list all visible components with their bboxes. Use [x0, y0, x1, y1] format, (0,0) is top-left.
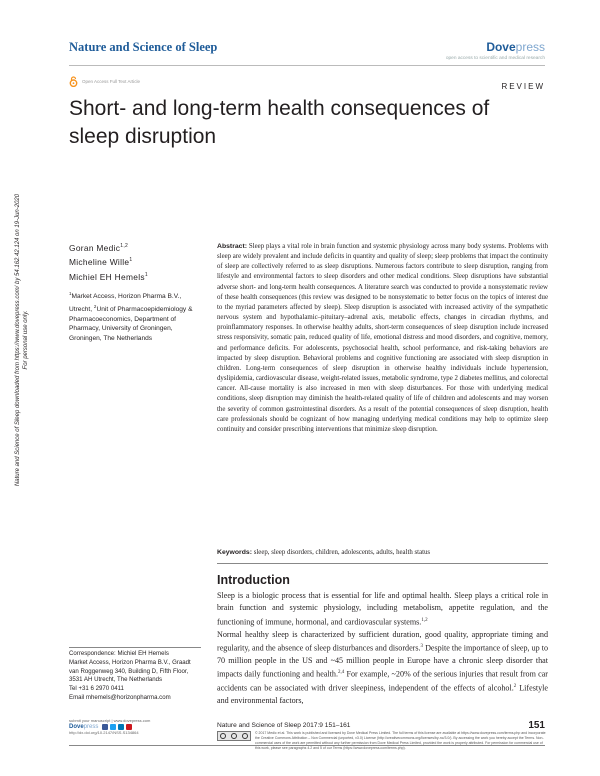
publisher-tagline: open access to scientific and medical research — [445, 56, 545, 61]
abstract-label: Abstract: — [217, 243, 248, 250]
author-3: Michiel EH Hemels$^1$ — [69, 271, 148, 282]
dovepress-logo-main: Dove — [486, 40, 516, 54]
keywords-text: sleep, sleep disorders, children, adolescents, adults, health status — [253, 549, 431, 556]
introduction-heading: Introduction — [217, 573, 290, 587]
introduction-body: Sleep is a biologic process that is essential for life and optimal health. Sleep plays a critical role in brain function and systemic physiology, including metabolism, appetite regulation, and the functioning of immune, hormonal, and cardiovascular systems.$^{1,2}$ Normal healthy sleep is characterized by sufficient duration, good quality, appropriate timing and regularity, and the absence of sleep disturbances and disorders.$^3$ Despite the importance of sleep, up to 70 million people in the US and ~45 million people in Europe have a chronic sleep disorder that impacts daily functioning and health.$^{2,4}$ For example, ~20% of the serious injuries that result from car accidents can be associated with driver sleepiness, independent of the effects of alcohol.$^2$ Lifestyle and environmental factors, — [217, 591, 549, 706]
author-list — [69, 240, 148, 283]
correspondence — [69, 650, 201, 703]
article-title: Short- and long-term health consequences of sleep disruption — [69, 97, 490, 148]
page-number: 151 — [528, 720, 545, 731]
abstract-divider — [217, 563, 548, 564]
dovepress-logo-suffix: press — [515, 40, 545, 54]
open-access-label: Open Access Full Text Article — [82, 79, 140, 84]
author-1: Goran Medic$^{1,2}$ — [69, 242, 129, 253]
article-type: REVIEW — [501, 82, 545, 91]
footer-dovepress-logo[interactable]: Dovepress — [69, 724, 179, 730]
license-row — [217, 731, 548, 751]
dovepress-logo[interactable] — [486, 40, 545, 54]
open-access-lock-icon — [69, 76, 78, 87]
keywords — [217, 548, 548, 558]
creative-commons-icon[interactable] — [217, 731, 251, 741]
correspondence-address: Market Access, Horizon Pharma B.V., Graadt van Roggenweg 340, Building D, Fifth Floor, 3531 AH Utrecht, The Netherlands — [69, 658, 191, 684]
author-2: Micheline Wille$^1$ — [69, 257, 133, 268]
submit-manuscript-link[interactable]: submit your manuscript | www.dovepress.com — [69, 718, 151, 723]
correspondence-email[interactable]: Email mhemels@horizonpharma.com — [69, 693, 171, 701]
download-notice-line1: Nature and Science of Sleep downloaded from https://www.dovepress.com/ by 54.162.42.124 on 19-Jun-2020 — [15, 193, 21, 487]
correspondence-divider — [69, 647, 201, 648]
doi-link[interactable]: http://dx.doi.org/10.2147/NSS.S134864 — [69, 730, 139, 736]
keywords-label: Keywords: — [217, 549, 252, 556]
journal-name[interactable]: Nature and Science of Sleep — [69, 40, 218, 54]
download-notice — [14, 150, 44, 530]
license-text: © 2017 Medic et al. This work is published and licensed by Dove Medical Press Limited. The full terms of this license are available at https://www.dovepress.com/terms.php and incorporate the Creative Commons Attribution – Non Commercial (unported, v3.0) License (http://creativecommons.org/licenses/by-nc/3.0/). By accessing the work you hereby accept the Terms. Non-commercial uses of the work are permitted without any further permission from Dove Medical Press Limited, provided the work is properly attributed. For permission for commercial use of this work, please see paragraphs 4.2 and 5 of our Terms (https://www.dovepress.com/terms.php). — [255, 731, 546, 750]
submit-block — [69, 718, 179, 736]
journal-citation: Nature and Science of Sleep 2017:9 151–161 — [217, 722, 351, 729]
abstract — [217, 242, 548, 435]
correspondence-label: Correspondence: Michiel EH Hemels — [69, 650, 169, 657]
download-notice-line2: For personal use only. — [23, 310, 29, 370]
open-access-row — [69, 76, 140, 87]
header-divider — [69, 65, 545, 66]
abstract-text: Sleep plays a vital role in brain function and systemic physiology across many body systems. Problems with sleep are widely prevalent and include deficits in quantity and quality of sleep; sleep problems that impact the continuity of sleep are collectively referred to as sleep disruptions. Numerous factors contribute to sleep disruption, ranging from lifestyle and environmental factors to sleep disorders and other medical conditions. Sleep disruptions have substantial adverse short- and long-term health consequences. A literature search was conducted to provide a nonsystematic review of these health consequences (this review was designed to be nonsystematic to better focus on the topics of interest due to the myriad parameters affected by sleep). Sleep disruption is associated with increased activity of the sympathetic nervous system and hypothalamic–pituitary–adrenal axis, metabolic effects, changes in circadian rhythms, and proinflammatory responses. In otherwise healthy adults, short-term consequences of sleep disruption include increased stress responsivity, somatic pain, reduced quality of life, emotional distress and mood disorders, and cognitive, memory, and performance deficits. For adolescents, psychosocial health, school performance, and risk-taking behaviors are impacted by sleep disruption. Behavioral problems and cognitive functioning are associated with sleep disruption in children. Long-term consequences of sleep disruption in otherwise healthy individuals include hypertension, dyslipidemia, cardiovascular disease, weight-related issues, metabolic syndrome, type 2 diabetes mellitus, and colorectal cancer. All-cause mortality is also increased in men with sleep disturbances. For those with underlying medical conditions, sleep disruption may diminish the health-related quality of life of children and adolescents and may worsen the severity of common gastrointestinal disorders. As a result of the potential consequences of sleep disruption, health care professionals should be cognizant of how managing underlying medical conditions may help to optimize sleep continuity and consider prescribing interventions that minimize sleep disruption. — [217, 243, 548, 433]
correspondence-phone: Tel +31 6 2970 0411 — [69, 685, 124, 693]
affiliations: $^1$Market Access, Horizon Pharma B.V., Utrecht, $^2$Unit of Pharmacoepidemiology & Pharmacoeconomics, Department of Pharmacy, University of Groningen, Groningen, The Netherlands — [69, 291, 193, 342]
footer-divider — [69, 745, 545, 746]
